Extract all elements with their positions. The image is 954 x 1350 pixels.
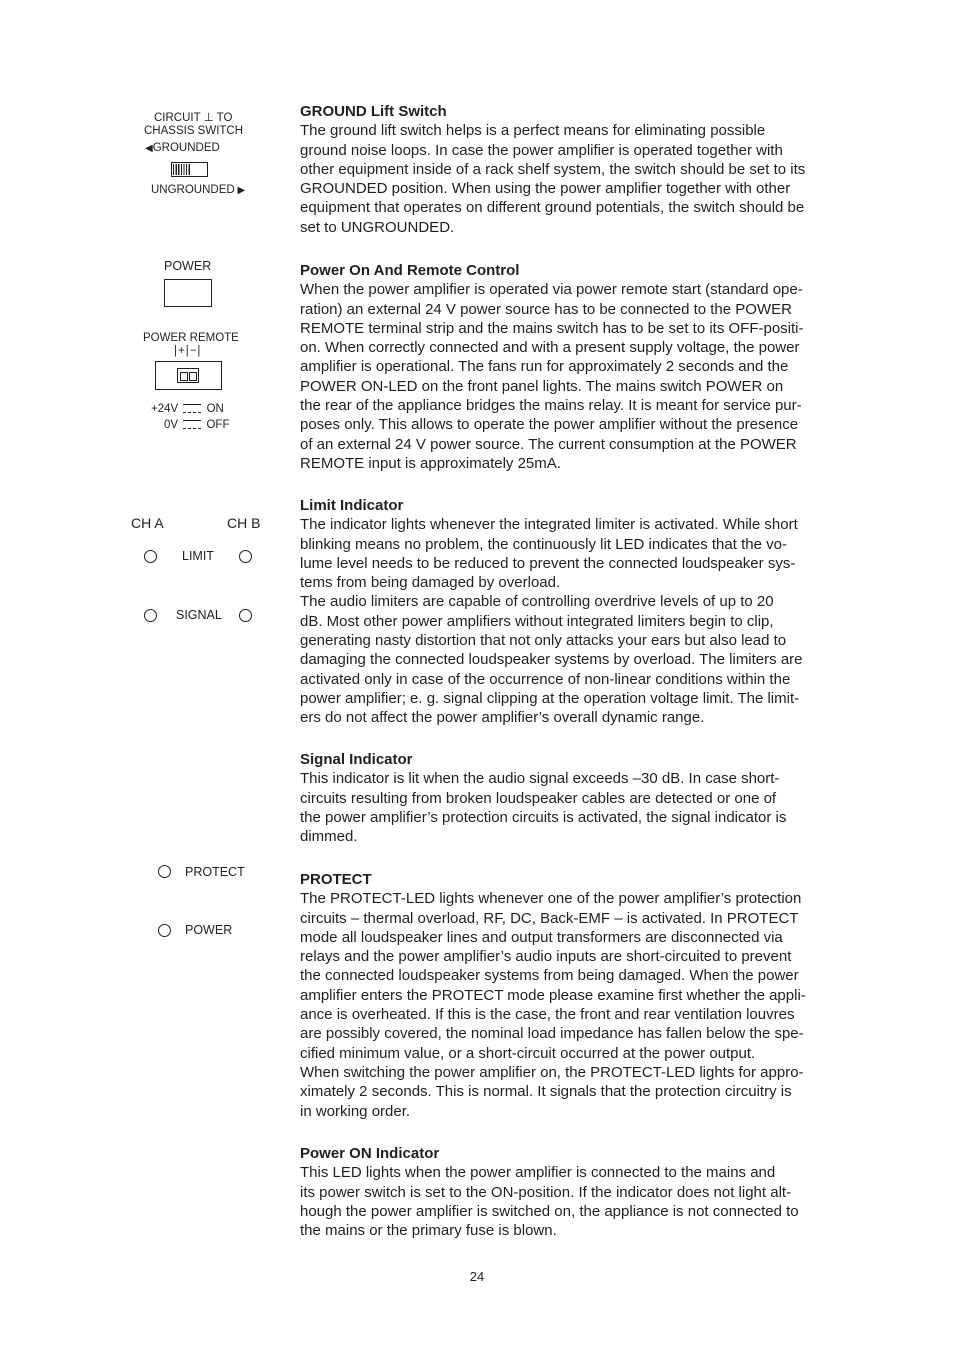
remote-on-label: ON xyxy=(206,403,224,415)
section-line: in working order. xyxy=(300,1102,411,1120)
section-line: dB. Most other power amplifiers without integrated limiters begin to clip, xyxy=(300,612,774,630)
grounded-text: GROUNDED xyxy=(152,142,220,154)
remote-terminal-strip[interactable] xyxy=(155,361,222,390)
arrow-left-icon: ◀ xyxy=(145,143,153,154)
dc-symbol-icon xyxy=(183,404,201,413)
section-line: amplifier enters the PROTECT mode please examine first whether the appli- xyxy=(300,986,806,1004)
section-heading: Limit Indicator xyxy=(300,497,404,514)
section-line: circuits – thermal overload, RF, DC, Back-EMF – is activated. In PROTECT xyxy=(300,909,799,927)
remote-24v-row xyxy=(151,403,224,416)
section-line: damaging the connected loudspeaker systems by overload. The limiters are xyxy=(300,651,803,669)
section-line: of an external 24 V power source. The current consumption at the POWER xyxy=(300,435,797,453)
section-line: The audio limiters are capable of controlling overdrive levels of up to 20 xyxy=(300,593,774,611)
section-line: generating nasty distortion that not only attacks your ears but also lead to xyxy=(300,632,787,650)
section-heading: PROTECT xyxy=(300,871,372,888)
section-line: cified minimum value, or a short-circuit occurred at the power output. xyxy=(300,1044,756,1062)
power-remote-label: POWER REMOTE xyxy=(143,332,239,344)
channel-a-label: CH A xyxy=(131,515,164,531)
remote-off-label: OFF xyxy=(206,419,230,431)
grounded-label xyxy=(145,142,220,155)
limit-led-ch-b xyxy=(239,550,252,563)
section-line: activated only in case of the occurrence of non-linear conditions within the xyxy=(300,670,791,688)
signal-led-ch-a xyxy=(144,609,157,622)
section-line: tems from being damaged by overload. xyxy=(300,574,561,592)
section-line: When the power amplifier is operated via power remote start (standard ope- xyxy=(300,281,803,299)
section-line: other equipment inside of a rack shelf system, the switch should be set to its xyxy=(300,160,806,178)
section-line: on. When correctly connected and with a present supply voltage, the power xyxy=(300,339,800,357)
limit-led-ch-a xyxy=(144,550,157,563)
section-line: ers do not affect the power amplifier’s overall dynamic range. xyxy=(300,709,705,727)
section-line: the power amplifier’s protection circuits is activated, the signal indicator is xyxy=(300,808,787,826)
section-heading: Power ON Indicator xyxy=(300,1145,440,1162)
ground-lift-switch[interactable] xyxy=(171,162,208,177)
power-switch[interactable] xyxy=(164,279,212,307)
terminal-block xyxy=(177,368,199,383)
section-line: amplifier is operational. The fans run for approximately 2 seconds and the xyxy=(300,358,789,376)
section-line: The PROTECT-LED lights whenever one of the power amplifier’s protection xyxy=(300,890,802,908)
section-signal-indicator xyxy=(300,750,845,846)
section-line: The ground lift switch helps is a perfect means for eliminating possible xyxy=(300,122,766,140)
power-led xyxy=(158,924,171,937)
section-heading: Power On And Remote Control xyxy=(300,262,520,279)
page-number: 24 xyxy=(469,1269,485,1284)
section-line: the mains or the primary fuse is blown. xyxy=(300,1222,557,1240)
channel-b-label: CH B xyxy=(227,515,261,531)
ungrounded-text: UNGROUNDED xyxy=(151,184,235,196)
section-line: power amplifier; e. g. signal clipping at the operation voltage limit. The limit- xyxy=(300,689,800,707)
power-led-label: POWER xyxy=(185,923,233,937)
remote-terminal-polarity: |+|−| xyxy=(174,345,202,357)
section-line: The indicator lights whenever the integrated limiter is activated. While short xyxy=(300,516,798,534)
section-line: blinking means no problem, the continuously lit LED indicates that the vo- xyxy=(300,535,787,553)
section-line: When switching the power amplifier on, the PROTECT-LED lights for appro- xyxy=(300,1063,804,1081)
ground-switch-label-line2: CHASSIS SWITCH xyxy=(144,125,244,137)
switch-knob xyxy=(173,164,191,175)
section-line: ground noise loops. In case the power amplifier is operated together with xyxy=(300,141,783,159)
section-line: the connected loudspeaker systems from being damaged. When the power xyxy=(300,967,799,985)
section-line: its power switch is set to the ON-position. If the indicator does not light alt- xyxy=(300,1183,792,1201)
remote-24v-label: +24V xyxy=(151,403,179,415)
section-line: poses only. This allows to operate the power amplifier without the presence xyxy=(300,416,799,434)
section-line: dimmed. xyxy=(300,828,358,846)
section-heading: GROUND Lift Switch xyxy=(300,103,447,120)
section-line: equipment that operates on different ground potentials, the switch should be xyxy=(300,199,805,217)
ungrounded-label xyxy=(151,184,245,197)
section-line: This indicator is lit when the audio signal exceeds –30 dB. In case short- xyxy=(300,770,780,788)
signal-label: SIGNAL xyxy=(176,608,222,622)
section-heading: Signal Indicator xyxy=(300,751,413,768)
section-ground-lift xyxy=(300,102,845,237)
ground-switch-label-line1: CIRCUIT ⊥ TO xyxy=(154,112,233,124)
remote-0v-label: 0V xyxy=(164,419,179,431)
dc-symbol-icon xyxy=(183,420,201,429)
terminal-screw-minus xyxy=(189,372,197,381)
section-line: ximately 2 seconds. This is normal. It signals that the protection circuitry is xyxy=(300,1083,792,1101)
section-line: are possibly covered, the nominal load impedance has fallen below the spe- xyxy=(300,1025,804,1043)
section-line: ration) an external 24 V power source has to be connected to the POWER xyxy=(300,300,792,318)
section-line: circuits resulting from broken loudspeaker cables are detected or one of xyxy=(300,789,777,807)
section-line: REMOTE input is approximately 25mA. xyxy=(300,454,561,472)
protect-led xyxy=(158,865,171,878)
section-line: hough the power amplifier is switched on, the appliance is not connected to xyxy=(300,1202,799,1220)
section-line: GROUNDED position. When using the power amplifier together with other xyxy=(300,180,791,198)
section-line: the rear of the appliance bridges the mains relay. It is meant for service pur- xyxy=(300,397,802,415)
section-line: This LED lights when the power amplifier is connected to the mains and xyxy=(300,1164,776,1182)
section-power-remote xyxy=(300,261,845,473)
signal-led-ch-b xyxy=(239,609,252,622)
section-line: ance is overheated. If this is the case, the front and rear ventilation louvres xyxy=(300,1006,795,1024)
section-limit-indicator xyxy=(300,496,845,728)
section-line: mode all loudspeaker lines and output transformers are disconnected via xyxy=(300,928,783,946)
section-line: relays and the power amplifier’s audio inputs are short-circuited to prevent xyxy=(300,948,792,966)
section-line: POWER ON-LED on the front panel lights. The mains switch POWER on xyxy=(300,377,784,395)
protect-label: PROTECT xyxy=(185,865,245,879)
section-line: set to UNGROUNDED. xyxy=(300,218,455,236)
section-protect xyxy=(300,870,845,1121)
power-switch-label: POWER xyxy=(164,259,212,273)
section-line: REMOTE terminal strip and the mains switch has to be set to its OFF-positi- xyxy=(300,319,804,337)
section-power-on-indicator xyxy=(300,1144,845,1240)
arrow-right-icon: ▶ xyxy=(234,185,246,196)
remote-0v-row xyxy=(164,419,229,432)
limit-label: LIMIT xyxy=(182,549,214,563)
section-line: lume level needs to be reduced to prevent the connected loudspeaker sys- xyxy=(300,554,796,572)
terminal-screw-plus xyxy=(180,372,188,381)
